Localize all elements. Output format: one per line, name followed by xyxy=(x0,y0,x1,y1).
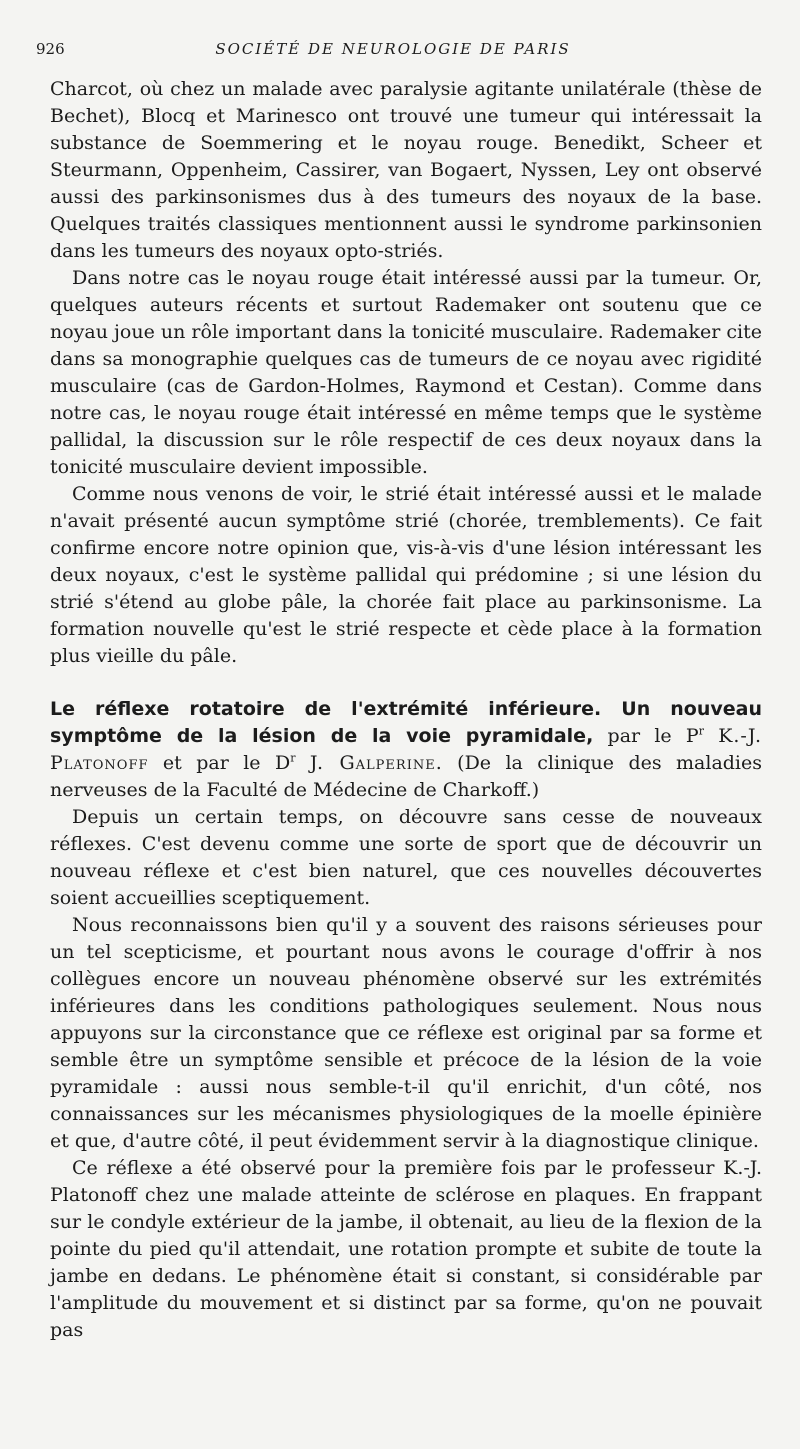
author-name: K.-J. Platonoff xyxy=(50,725,763,774)
byline-text: et par le xyxy=(162,752,261,774)
paragraph: Comme nous venons de voir, le strié était intéressé aussi et le malade n'avait présenté aucun symptôme strié (chorée, tremblements). Ce fait confirme encore notre opinion que, vis-à-vis d'une lésion intéressant les deux noyaux, c'est le système pallidal qui prédomine ; si une lésion du strié s'étend au globe pâle, la chorée fait place au parkinsonisme. La formation nouvelle qu'est le strié respecte et cède place à la formation plus vieille du pâle. xyxy=(50,483,762,667)
article-header xyxy=(50,696,762,804)
running-head xyxy=(36,40,750,64)
author-name: J. Galperine. xyxy=(309,752,443,774)
article-title: Le réflexe rotatoire de l'extrémité inférieure. Un nouveau symptôme de la lésion de la voie pyramidale, xyxy=(50,698,762,747)
professor-title: $P^r$ xyxy=(685,724,704,747)
byline-text: par le xyxy=(607,725,672,747)
paragraph: Depuis un certain temps, on découvre sans cesse de nouveaux réflexes. C'est devenu comme une sorte de sport que de découvrir un nouveau réflexe et c'est bien naturel, que ces nouvelles découvertes soient accueillies sceptiquement. xyxy=(50,806,762,909)
paragraph: Ce réflexe a été observé pour la première fois par le professeur K.-J. Platonoff chez une malade atteinte de sclérose en plaques. En frappant sur le condyle extérieur de la jambe, il obtenait, au lieu de la flexion de la pointe du pied qu'il attendait, une rotation prompte et subite de toute la jambe en dedans. Le phénomène était si constant, si considérable par l'amplitude du mouvement et si distinct par sa forme, qu'on ne pouvait pas xyxy=(50,1157,762,1341)
affiliation: (De la clinique des maladies nerveuses de la Faculté de Médecine de Charkoff.) xyxy=(50,752,762,801)
paragraph: Nous reconnaissons bien qu'il y a souvent des raisons sérieuses pour un tel scepticisme, et pourtant nous avons le courage d'offrir à nos collègues encore un nouveau phénomène observé sur les extrémités inférieures dans les conditions pathologiques seulement. Nous nous appuyons sur la circonstance que ce réflexe est original par sa forme et semble être un symptôme sensible et précoce de la lésion de la voie pyramidale : aussi nous semble-t-il qu'il enrichit, d'un côté, nos connaissances sur les mécanismes physiologiques de la moelle épinière et que, d'autre côté, il peut évidemment servir à la diagnostique clinique. xyxy=(50,914,762,1152)
journal-title: SOCIÉTÉ DE NEUROLOGIE DE PARIS xyxy=(215,40,571,58)
paragraph: Dans notre cas le noyau rouge était intéressé aussi par la tumeur. Or, quelques auteurs récents et surtout Rademaker ont soutenu que ce noyau joue un rôle important dans la tonicité musculaire. Rademaker cite dans sa monographie quelques cas de tumeurs de ce noyau avec rigidité musculaire (cas de Gardon-Holmes, Raymond et Cestan). Comme dans notre cas, le noyau rouge était intéressé en même temps que le système pallidal, la discussion sur le rôle respectif de ces deux noyaux dans la tonicité musculaire devient impossible. xyxy=(50,267,762,478)
section-gap xyxy=(50,670,762,696)
body-text xyxy=(50,76,762,1344)
paragraph-continuation: Charcot, où chez un malade avec paralysie agitante unilatérale (thèse de Bechet), Blocq et Marinesco ont trouvé une tumeur qui intéressait la substance de Soemmering et le noyau rouge. Benedikt, Scheer et Steurmann, Oppenheim, Cassirer, van Bogaert, Nyssen, Ley ont observé aussi des parkinsonismes dus à des tumeurs des noyaux de la base. Quelques traités classiques mentionnent aussi le syndrome parkinsonien dans les tumeurs des noyaux opto-striés. xyxy=(50,78,762,262)
page-number: 926 xyxy=(36,40,65,58)
doctor-title: $D^r$ xyxy=(274,751,296,774)
